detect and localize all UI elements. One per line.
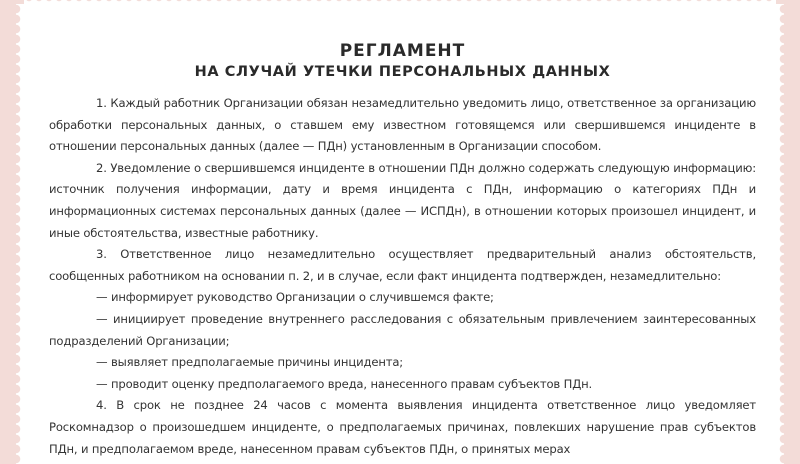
document-body [49, 93, 756, 460]
perforated-left-edge [16, 4, 24, 464]
list-item-assess-harm: — проводит оценку предполагаемого вреда, нанесенного правам субъектов ПДн. [96, 376, 593, 391]
document-title: РЕГЛАМЕНТ [339, 41, 466, 61]
paragraph-2: 2. Уведомление о свершившемся инциденте в отношении ПДн должно содержать следующую информацию: источник получения информации, дату и время инцидента с ПДн, информацию о категориях ПДн и информационных системах персональных данных (далее — ИСПДн), в отношении которых произошел инцидент, и иные обстоятельства, известные работнику. [49, 160, 756, 240]
list-item-initiate-investigation: — инициирует проведение внутреннего расследования с обязательным привлечением заинтересованных подразделений Организации; [49, 311, 756, 348]
paragraph-4: 4. В срок не позднее 24 часов с момента выявления инцидента ответственное лицо уведомляет Роскомнадзор о произошедшем инциденте, о предполагаемых причинах, повлекших нарушение прав субъектов ПДн, и предполагаемом вреде, нанесенном правам субъектов ПДн, о принятых мерах [49, 398, 756, 456]
paragraph-3: 3. Ответственное лицо незамедлительно осуществляет предварительный анализ обстоятельств, сообщенных работником на основании п. 2, и в случае, если факт инцидента подтвержден, незамедлительно: [49, 247, 756, 283]
document-subtitle: НА СЛУЧАЙ УТЕЧКИ ПЕРСОНАЛЬНЫХ ДАННЫХ [194, 64, 611, 80]
perforated-right-edge [776, 4, 784, 464]
paragraph-1: 1. Каждый работник Организации обязан незамедлительно уведомить лицо, ответственное за организацию обработки персональных данных, о ставшем ему известном готовящемся или свершившемся инциденте в отношении персональных данных (далее — ПДн) установленным в Организации способом. [49, 96, 756, 154]
list-item-inform-management: — информирует руководство Организации о случившемся факте; [96, 290, 494, 305]
document-sheet [24, 4, 776, 464]
list-item-identify-causes: — выявляет предполагаемые причины инцидента; [96, 355, 404, 370]
perforated-top-edge [24, 0, 776, 4]
